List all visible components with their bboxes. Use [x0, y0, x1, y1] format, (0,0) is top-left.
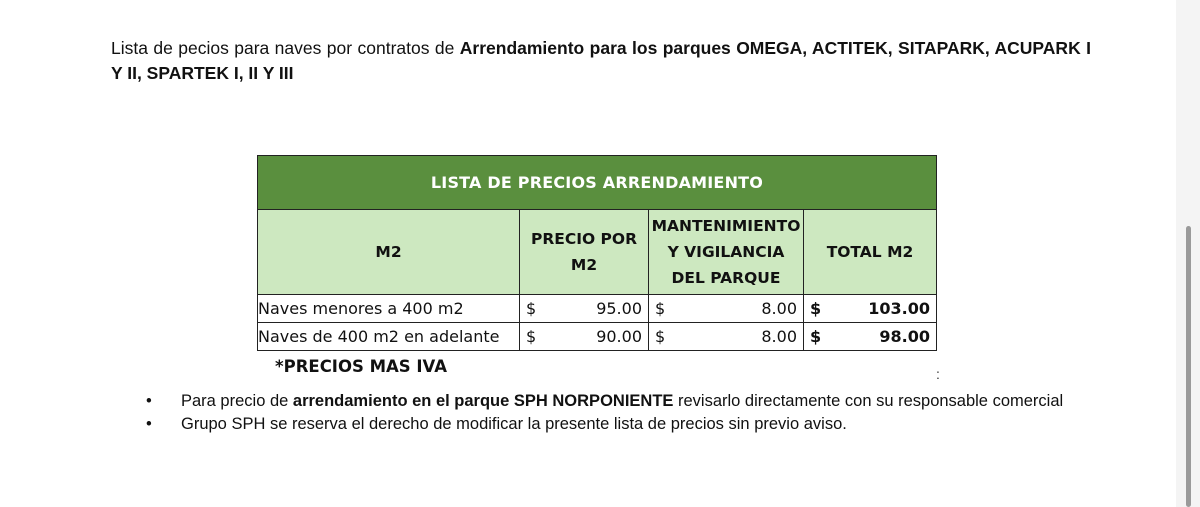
value-precio: 95.00: [596, 299, 642, 318]
cell-total: [804, 323, 937, 351]
value-precio: 90.00: [596, 327, 642, 346]
cell-total: [804, 295, 937, 323]
value-mantenimiento: 8.00: [761, 299, 797, 318]
cell-mantenimiento: [649, 295, 804, 323]
cell-mantenimiento: [649, 323, 804, 351]
header-m2: M2: [258, 210, 520, 295]
currency-symbol: $: [526, 299, 537, 318]
value-total: 98.00: [879, 327, 930, 346]
table-header-row: [258, 210, 937, 295]
prices-note: *PRECIOS MAS IVA: [275, 357, 447, 376]
price-table: [257, 155, 937, 351]
table-row: [258, 323, 937, 351]
intro-bold-text: Arrendamiento para los parques OMEGA, ACTITEK, SITAPARK, ACUPARK I Y II, SPARTEK I, II Y III: [111, 38, 1091, 83]
bullet-bold-text: arrendamiento en el parque SPH NORPONIENTE: [292, 392, 674, 410]
row-label: Naves de 400 m2 en adelante: [258, 323, 520, 351]
intro-paragraph: [111, 36, 1091, 86]
currency-symbol: $: [655, 327, 666, 346]
bullet-icon: •: [146, 415, 152, 433]
bullet-text: Grupo SPH se reserva el derecho de modificar la presente lista de precios sin previo aviso.: [181, 415, 847, 433]
bullet-list: [146, 390, 1063, 436]
header-total: TOTAL M2: [804, 210, 937, 295]
list-item: [146, 413, 1063, 436]
cell-precio: [520, 295, 649, 323]
currency-symbol: $: [810, 299, 822, 318]
header-precio: PRECIO POR M2: [520, 210, 649, 295]
scrollbar-track[interactable]: [1176, 0, 1200, 507]
list-item: [146, 390, 1063, 413]
cell-precio: [520, 323, 649, 351]
currency-symbol: $: [810, 327, 822, 346]
value-mantenimiento: 8.00: [761, 327, 797, 346]
value-total: 103.00: [868, 299, 930, 318]
table-row: [258, 295, 937, 323]
row-label: Naves menores a 400 m2: [258, 295, 520, 323]
bullet-icon: •: [146, 392, 152, 410]
scrollbar-thumb[interactable]: [1186, 226, 1191, 507]
stray-mark: :: [936, 366, 940, 382]
header-mantenimiento: MANTENIMIENTO Y VIGILANCIA DEL PARQUE: [649, 210, 804, 295]
currency-symbol: $: [655, 299, 666, 318]
bullet-text: Para precio de: [181, 392, 293, 410]
currency-symbol: $: [526, 327, 537, 346]
intro-text: Lista de pecios para naves por contratos de: [111, 38, 460, 58]
bullet-text-after: revisarlo directamente con su responsable comercial: [673, 392, 1064, 410]
table-title: LISTA DE PRECIOS ARRENDAMIENTO: [258, 156, 937, 210]
